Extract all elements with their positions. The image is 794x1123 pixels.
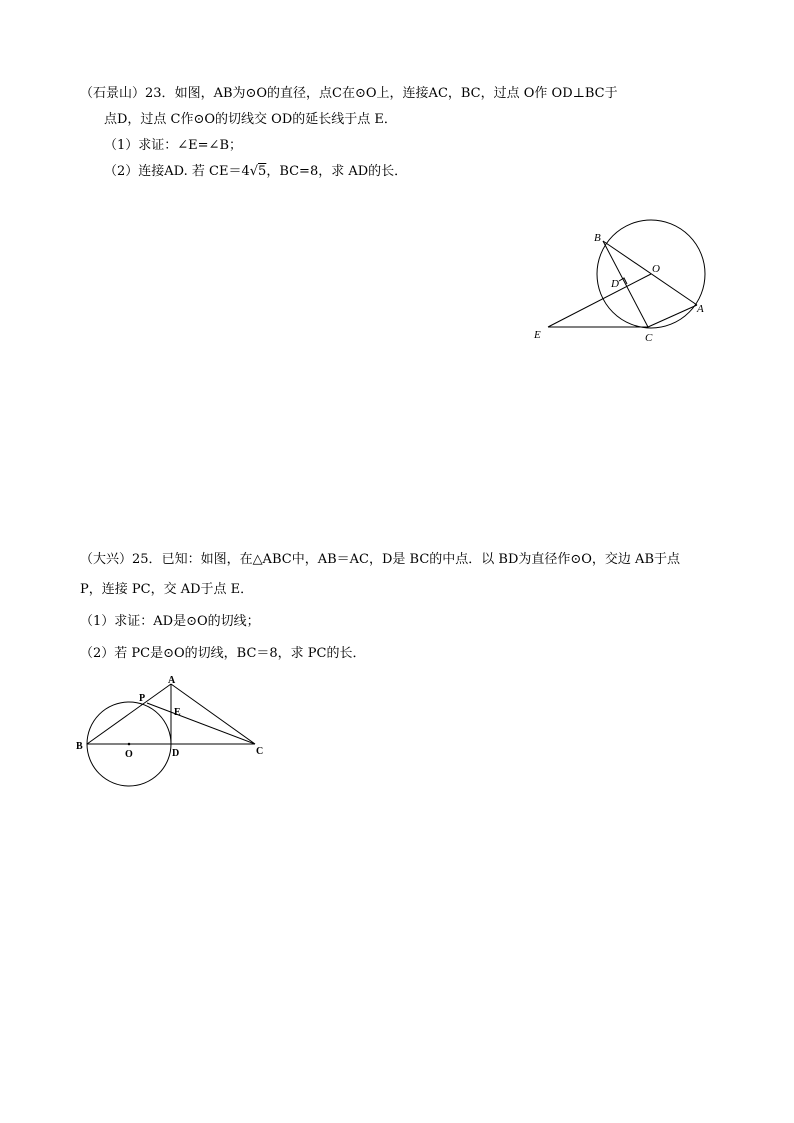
problem1-part2-a: （2）连接AD. 若 CE＝4 xyxy=(104,164,250,179)
label-e2: E xyxy=(174,707,181,718)
problem1-intro2: 点D，过点 C作⊙O的切线交 OD的延长线于点 E． xyxy=(104,112,397,127)
label-b: B xyxy=(594,232,601,244)
label-a: A xyxy=(697,303,704,315)
label-a2: A xyxy=(168,675,176,686)
label-p: P xyxy=(139,693,146,704)
problem1-part1-text: （1）求证：∠E=∠B； xyxy=(104,138,242,153)
center-dot xyxy=(128,743,131,746)
segment-pc xyxy=(147,703,255,744)
problem2-number: 25． xyxy=(132,552,162,567)
label-e: E xyxy=(534,329,541,341)
problem1-source: （石景山） xyxy=(80,86,146,101)
side-ac xyxy=(171,684,255,744)
problem2-source: （大兴） xyxy=(80,552,133,567)
label-c2: C xyxy=(256,746,264,757)
sqrt-symbol: √ xyxy=(249,164,259,179)
problem1-number: 23． xyxy=(145,86,175,101)
problem1-intro: 如图，AB为⊙O的直径，点C在⊙O上，连接AC，BC，过点 O作 OD⊥BC于 xyxy=(174,86,618,101)
problem2-intro2: P，连接 PC，交 AD于点 E． xyxy=(80,582,254,597)
label-c: C xyxy=(645,332,653,344)
problem2-part2-text: （2）若 PC是⊙O的切线，BC＝8，求 PC的长． xyxy=(80,646,366,661)
problem2-intro: 已知：如图，在△ABC中，AB＝AC，D是 BC的中点．以 BD为直径作⊙O，交边 AB于点 xyxy=(161,552,680,567)
problem1-part2-sqrt: 5 xyxy=(258,164,267,179)
label-d2: D xyxy=(172,748,180,759)
problem2-part1-text: （1）求证：AD是⊙O的切线； xyxy=(80,614,260,629)
label-b2: B xyxy=(76,741,83,752)
label-o2: O xyxy=(125,749,133,760)
label-d: D xyxy=(611,278,619,290)
problem1-part2-b: ，BC=8，求 AD的长． xyxy=(266,164,408,179)
label-o: O xyxy=(652,263,660,275)
